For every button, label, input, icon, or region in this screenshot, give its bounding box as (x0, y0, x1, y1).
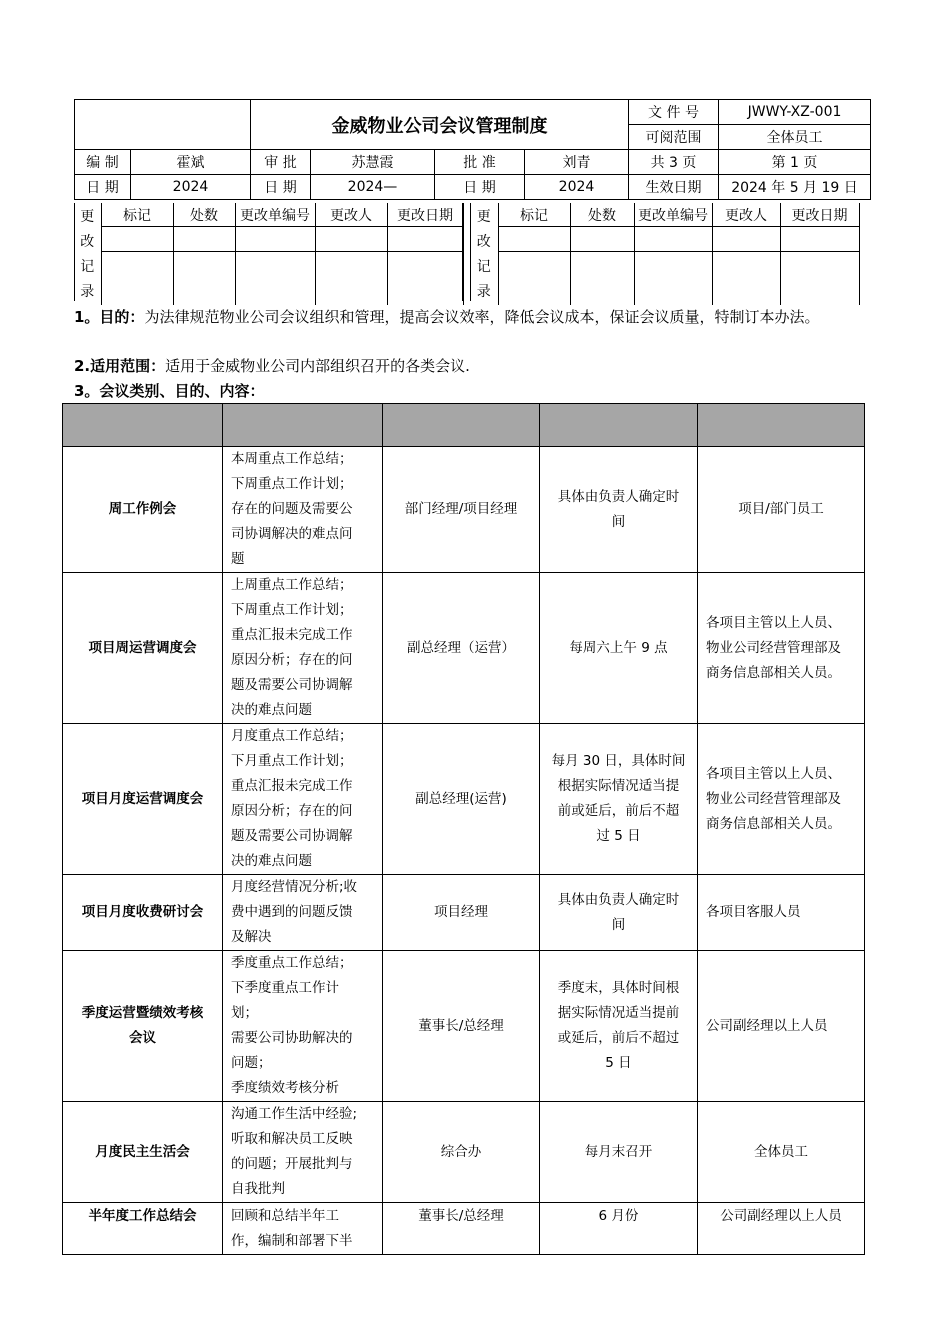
time-line: 据实际情况适当提前 (557, 1005, 680, 1021)
editor-label: 编 制 (75, 150, 131, 175)
meeting-name-line: 季度运营暨绩效考核 (81, 1005, 204, 1021)
meeting-host: 部门经理/项目经理 (383, 447, 540, 573)
content-line: 需要公司协助解决的 (231, 1030, 353, 1046)
meeting-attendees (698, 1102, 865, 1203)
meeting-host: 副总经理（运营） (383, 573, 540, 724)
col-mark: 标记 (101, 203, 173, 227)
document-title: 金威物业公司会议管理制度 (251, 100, 629, 150)
meeting-name: 月度民主生活会 (63, 1102, 223, 1203)
meeting-name (63, 951, 223, 1102)
change-record-vertical-label (470, 203, 498, 305)
time-line: 过 5 日 (596, 828, 641, 844)
date-label-1: 日 期 (75, 175, 131, 200)
col-changer: 更改人 (712, 203, 780, 227)
content-line: 本周重点工作总结； (231, 451, 353, 467)
logo-cell (75, 100, 251, 150)
time-line: 5 日 (605, 1055, 632, 1071)
date-value-2: 2024— (311, 175, 435, 200)
col-count: 处数 (173, 203, 235, 227)
header-cell (383, 404, 540, 447)
header-cell (223, 404, 383, 447)
scope-paragraph (74, 355, 874, 377)
scope-heading: 2.适用范围： (74, 357, 166, 375)
change-cell (315, 252, 387, 305)
purpose-paragraph (74, 306, 874, 328)
content-line: 题 (231, 551, 245, 567)
meeting-host: 董事长/总经理 (383, 1203, 540, 1255)
date-label-2: 日 期 (251, 175, 311, 200)
meeting-content (223, 951, 383, 1102)
vlabel-char: 改 (80, 234, 95, 250)
time-line: 每周六上午 9 点 (569, 639, 668, 656)
date-value-3: 2024 (525, 175, 629, 200)
vlabel-char: 记 (80, 259, 95, 275)
change-cell (387, 227, 463, 252)
change-cell (387, 252, 463, 305)
change-cell (235, 227, 315, 252)
types-heading: 3。会议类别、目的、内容： (74, 382, 265, 400)
content-line: 下周重点工作计划； (231, 602, 353, 618)
content-line: 原因分析；存在的问 (231, 652, 353, 668)
content-line: 月度重点工作总结； (231, 728, 353, 744)
meeting-attendees (698, 573, 865, 724)
time-line: 间 (611, 916, 626, 933)
time-line: 间 (611, 513, 626, 530)
attendee-line: 各项目主管以上人员、 (706, 765, 841, 782)
change-record-table-left (74, 203, 464, 305)
content-line: 作，编制和部署下半 (231, 1233, 353, 1249)
change-cell (634, 227, 712, 252)
content-line: 重点汇报未完成工作 (231, 778, 353, 794)
content-line: 季度绩效考核分析 (231, 1080, 339, 1096)
meeting-time (540, 875, 698, 951)
meeting-host: 副总经理(运营) (383, 724, 540, 875)
meeting-host: 董事长/总经理 (383, 951, 540, 1102)
time-line: 6 月份 (598, 1208, 639, 1224)
change-cell (780, 252, 859, 305)
content-line: 费中遇到的问题反馈 (231, 904, 353, 920)
col-mark: 标记 (498, 203, 570, 227)
change-cell (634, 252, 712, 305)
meeting-time (540, 447, 698, 573)
change-cell (712, 252, 780, 305)
content-line: 下周重点工作计划； (231, 476, 353, 492)
time-line: 每月 30 日，具体时间 (551, 753, 686, 769)
types-heading-paragraph (74, 380, 874, 402)
meeting-types-table (62, 403, 865, 1255)
change-cell (780, 227, 859, 252)
content-line: 问题； (231, 1055, 272, 1071)
document-header-table (74, 99, 871, 200)
meeting-name: 半年度工作总结会 (63, 1203, 223, 1255)
col-change-no: 更改单编号 (634, 203, 712, 227)
attendee-line: 公司副经理以上人员 (720, 1208, 842, 1224)
content-line: 决的难点问题 (231, 853, 312, 869)
attendee-line: 各项目客服人员 (706, 904, 801, 920)
meeting-name: 项目周运营调度会 (63, 573, 223, 724)
change-cell (498, 252, 570, 305)
change-record-table-right (470, 203, 860, 305)
attendee-line: 商务信息部相关人员。 (706, 815, 841, 832)
attendee-line: 各项目主管以上人员、 (706, 614, 841, 631)
vlabel-char: 记 (476, 259, 491, 275)
content-line: 下月重点工作计划； (231, 753, 353, 769)
content-line: 沟通工作生活中经验; (231, 1106, 358, 1122)
header-cell (63, 404, 223, 447)
vlabel-char: 录 (80, 284, 95, 300)
change-cell (570, 252, 634, 305)
content-line: 划； (231, 1005, 258, 1021)
content-line: 重点汇报未完成工作 (231, 627, 353, 643)
time-line: 季度末，具体时间根 (557, 980, 680, 996)
table-row (63, 1203, 865, 1255)
content-line: 自我批判 (231, 1181, 285, 1197)
content-line: 题及需要公司协调解 (231, 677, 353, 693)
meeting-name: 项目月度运营调度会 (63, 724, 223, 875)
change-cell (101, 227, 173, 252)
col-change-date: 更改日期 (780, 203, 859, 227)
vlabel-char: 更 (80, 209, 95, 225)
meeting-content (223, 447, 383, 573)
table-row (63, 875, 865, 951)
content-line: 下季度重点工作计 (231, 980, 339, 996)
change-record-vertical-label (74, 203, 101, 305)
table-row (63, 951, 865, 1102)
vlabel-char: 更 (476, 209, 491, 225)
scope-value: 全体员工 (719, 125, 871, 150)
table-row (63, 724, 865, 875)
meeting-host: 项目经理 (383, 875, 540, 951)
change-cell (101, 252, 173, 305)
time-line: 根据实际情况适当提 (557, 778, 680, 794)
meeting-time (540, 573, 698, 724)
time-line: 前或延后，前后不超 (557, 803, 680, 819)
change-cell (570, 227, 634, 252)
purpose-heading: 1。目的： (74, 308, 145, 326)
meeting-time (540, 1203, 698, 1255)
vlabel-char: 改 (476, 234, 491, 250)
reviewer-label: 审 批 (251, 150, 311, 175)
purpose-text: 为法律规范物业公司会议组织和管理，提高会议效率，降低会议成本，保证会议质量，特制订本办法。 (144, 308, 820, 326)
approver-value: 刘青 (525, 150, 629, 175)
effective-date-label: 生效日期 (629, 175, 719, 200)
col-changer: 更改人 (315, 203, 387, 227)
meeting-time (540, 951, 698, 1102)
meeting-content (223, 573, 383, 724)
approver-label: 批 准 (435, 150, 525, 175)
change-cell (498, 227, 570, 252)
attendee-line: 商务信息部相关人员。 (706, 664, 841, 681)
meeting-name: 项目月度收费研讨会 (63, 875, 223, 951)
content-line: 及解决 (231, 929, 272, 945)
col-change-date: 更改日期 (387, 203, 463, 227)
meeting-attendees (698, 1203, 865, 1255)
scope-label: 可阅范围 (629, 125, 719, 150)
change-cell (712, 227, 780, 252)
change-cell (173, 252, 235, 305)
content-line: 的问题；开展批判与 (231, 1156, 353, 1172)
content-line: 听取和解决员工反映 (231, 1131, 353, 1147)
table-row (63, 1102, 865, 1203)
time-line: 或延后，前后不超过 (557, 1030, 680, 1046)
meeting-attendees (698, 724, 865, 875)
meeting-content (223, 875, 383, 951)
change-cell (173, 227, 235, 252)
table-row (63, 573, 865, 724)
header-cell (698, 404, 865, 447)
table-row (63, 447, 865, 573)
time-line: 具体由负责人确定时 (557, 488, 680, 505)
content-line: 存在的问题及需要公 (231, 501, 353, 517)
pages-total: 共 3 页 (629, 150, 719, 175)
meeting-content (223, 1102, 383, 1203)
content-line: 题及需要公司协调解 (231, 828, 353, 844)
meeting-time (540, 1102, 698, 1203)
meeting-content (223, 1203, 383, 1255)
content-line: 月度经营情况分析;收 (231, 879, 358, 895)
reviewer-value: 苏慧霞 (311, 150, 435, 175)
meeting-time (540, 724, 698, 875)
content-line: 上周重点工作总结； (231, 577, 353, 593)
meeting-attendees (698, 951, 865, 1102)
doc-no-value: JWWY-XZ-001 (719, 100, 871, 125)
col-change-no: 更改单编号 (235, 203, 315, 227)
time-line: 每月末召开 (584, 1143, 653, 1160)
table-header-row (63, 404, 865, 447)
change-cell (235, 252, 315, 305)
meeting-name: 周工作例会 (63, 447, 223, 573)
content-line: 司协调解决的难点问 (231, 526, 353, 542)
effective-date-value: 2024 年 5 月 19 日 (719, 175, 871, 200)
doc-no-label: 文 件 号 (629, 100, 719, 125)
col-count: 处数 (570, 203, 634, 227)
date-value-1: 2024 (131, 175, 251, 200)
content-line: 回顾和总结半年工 (231, 1208, 339, 1224)
page-number: 第 1 页 (719, 150, 871, 175)
meeting-name-line: 会议 (129, 1030, 156, 1046)
attendee-line: 公司副经理以上人员 (706, 1017, 828, 1034)
attendee-line: 物业公司经营管理部及 (706, 639, 841, 656)
attendee-line: 物业公司经营管理部及 (706, 790, 841, 807)
meeting-host: 综合办 (383, 1102, 540, 1203)
editor-value: 霍斌 (131, 150, 251, 175)
meeting-attendees (698, 447, 865, 573)
content-line: 决的难点问题 (231, 702, 312, 718)
header-cell (540, 404, 698, 447)
change-cell (315, 227, 387, 252)
content-line: 原因分析；存在的问 (231, 803, 353, 819)
content-line: 季度重点工作总结； (231, 955, 353, 971)
time-line: 具体由负责人确定时 (557, 891, 680, 908)
meeting-attendees (698, 875, 865, 951)
attendee-line: 项目/部门员工 (738, 501, 824, 517)
attendee-line: 全体员工 (754, 1143, 808, 1160)
date-label-3: 日 期 (435, 175, 525, 200)
scope-text: 适用于金威物业公司内部组织召开的各类会议. (165, 357, 470, 375)
meeting-content (223, 724, 383, 875)
vlabel-char: 录 (476, 284, 491, 300)
